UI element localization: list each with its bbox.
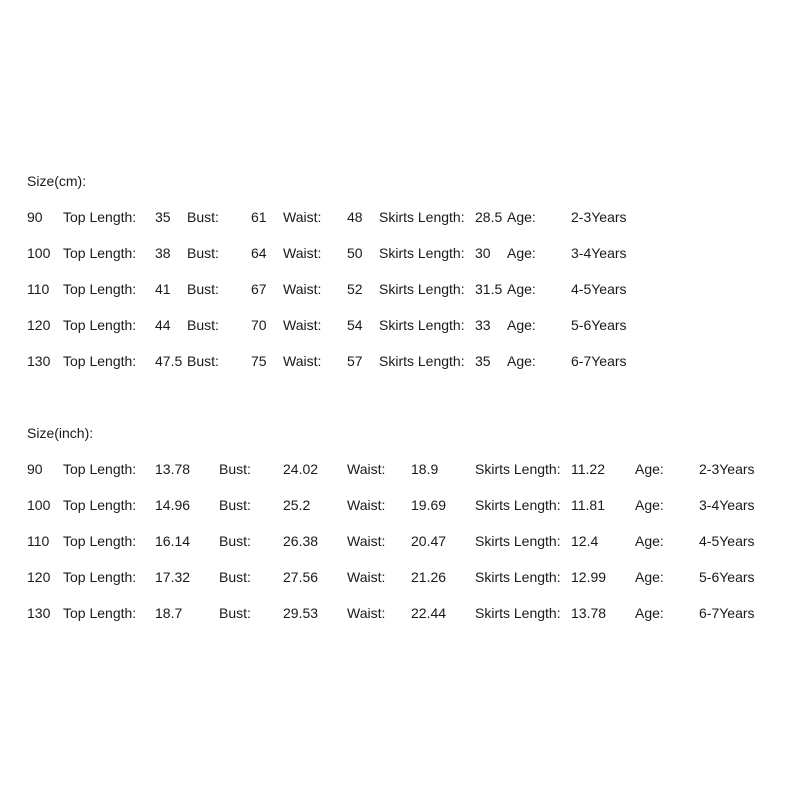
skirts-length-value: 35 (475, 353, 491, 369)
top-length-label: Top Length: (63, 497, 137, 513)
top-length-value: 17.32 (155, 569, 191, 585)
size-value: 130 (27, 353, 51, 369)
age-value: 2-3Years (699, 461, 755, 477)
size-value: 90 (27, 461, 43, 477)
waist-label: Waist: (283, 245, 322, 261)
top-length-label: Top Length: (63, 317, 137, 333)
top-length-label: Top Length: (63, 281, 137, 297)
bust-value: 75 (251, 353, 267, 369)
skirts-length-label: Skirts Length: (379, 245, 465, 261)
skirts-length-label: Skirts Length: (475, 461, 561, 477)
bust-label: Bust: (219, 461, 251, 477)
skirts-length-value: 11.81 (571, 497, 605, 513)
skirts-length-value: 31.5 (475, 281, 503, 297)
waist-label: Waist: (283, 209, 322, 225)
waist-value: 21.26 (411, 569, 447, 585)
top-length-label: Top Length: (63, 569, 137, 585)
age-label: Age: (507, 353, 536, 369)
bust-label: Bust: (187, 245, 219, 261)
bust-value: 67 (251, 281, 267, 297)
skirts-length-label: Skirts Length: (379, 317, 465, 333)
waist-value: 22.44 (411, 605, 447, 621)
size-value: 100 (27, 497, 51, 513)
age-label: Age: (635, 569, 664, 585)
age-value: 5-6Years (699, 569, 755, 585)
waist-label: Waist: (283, 317, 322, 333)
size-value: 90 (27, 209, 43, 225)
size-row (0, 604, 800, 622)
bust-label: Bust: (187, 281, 219, 297)
bust-value: 61 (251, 209, 267, 225)
size-value: 120 (27, 569, 51, 585)
waist-value: 20.47 (411, 533, 447, 549)
size-row (0, 316, 800, 334)
waist-value: 19.69 (411, 497, 447, 513)
size-value: 120 (27, 317, 51, 333)
skirts-length-value: 11.22 (571, 461, 605, 477)
skirts-length-label: Skirts Length: (475, 497, 561, 513)
waist-label: Waist: (347, 533, 386, 549)
size-row (0, 280, 800, 298)
age-value: 2-3Years (571, 209, 627, 225)
top-length-value: 14.96 (155, 497, 191, 513)
waist-label: Waist: (347, 497, 386, 513)
bust-label: Bust: (219, 605, 251, 621)
waist-value: 18.9 (411, 461, 439, 477)
age-label: Age: (507, 209, 536, 225)
age-label: Age: (507, 281, 536, 297)
skirts-length-value: 28.5 (475, 209, 503, 225)
size-row (0, 532, 800, 550)
top-length-label: Top Length: (63, 605, 137, 621)
size-value: 130 (27, 605, 51, 621)
size-row (0, 244, 800, 262)
bust-label: Bust: (187, 317, 219, 333)
waist-label: Waist: (347, 461, 386, 477)
bust-value: 26.38 (283, 533, 319, 549)
skirts-length-label: Skirts Length: (475, 605, 561, 621)
size-value: 100 (27, 245, 51, 261)
size-row (0, 208, 800, 226)
waist-label: Waist: (347, 569, 386, 585)
top-length-value: 44 (155, 317, 171, 333)
top-length-value: 41 (155, 281, 171, 297)
age-label: Age: (507, 245, 536, 261)
bust-value: 29.53 (283, 605, 319, 621)
bust-label: Bust: (187, 353, 219, 369)
size-row (0, 352, 800, 370)
waist-label: Waist: (347, 605, 386, 621)
skirts-length-label: Skirts Length: (379, 281, 465, 297)
top-length-label: Top Length: (63, 245, 137, 261)
age-label: Age: (635, 497, 664, 513)
age-value: 4-5Years (571, 281, 627, 297)
skirts-length-label: Skirts Length: (379, 209, 465, 225)
skirts-length-value: 33 (475, 317, 491, 333)
waist-value: 52 (347, 281, 363, 297)
top-length-value: 13.78 (155, 461, 191, 477)
size-row (0, 568, 800, 586)
bust-value: 27.56 (283, 569, 319, 585)
top-length-label: Top Length: (63, 461, 137, 477)
size-row (0, 496, 800, 514)
age-label: Age: (635, 533, 664, 549)
skirts-length-value: 12.99 (571, 569, 607, 585)
skirts-length-value: 13.78 (571, 605, 607, 621)
bust-value: 25.2 (283, 497, 311, 513)
waist-value: 48 (347, 209, 363, 225)
bust-value: 70 (251, 317, 267, 333)
bust-label: Bust: (219, 569, 251, 585)
bust-value: 64 (251, 245, 267, 261)
bust-value: 24.02 (283, 461, 319, 477)
age-label: Age: (635, 461, 664, 477)
age-value: 4-5Years (699, 533, 755, 549)
bust-label: Bust: (219, 497, 251, 513)
size-value: 110 (27, 281, 50, 297)
age-value: 6-7Years (571, 353, 627, 369)
size-value: 110 (27, 533, 50, 549)
top-length-value: 35 (155, 209, 171, 225)
waist-label: Waist: (283, 353, 322, 369)
waist-value: 54 (347, 317, 363, 333)
size-row (0, 460, 800, 478)
age-value: 3-4Years (571, 245, 627, 261)
waist-value: 57 (347, 353, 363, 369)
top-length-label: Top Length: (63, 353, 137, 369)
skirts-length-label: Skirts Length: (379, 353, 465, 369)
top-length-label: Top Length: (63, 209, 137, 225)
age-value: 3-4Years (699, 497, 755, 513)
skirts-length-label: Skirts Length: (475, 569, 561, 585)
skirts-length-value: 30 (475, 245, 491, 261)
size-inch-title: Size(inch): (27, 425, 94, 441)
age-value: 5-6Years (571, 317, 627, 333)
skirts-length-label: Skirts Length: (475, 533, 561, 549)
age-value: 6-7Years (699, 605, 755, 621)
waist-label: Waist: (283, 281, 322, 297)
top-length-label: Top Length: (63, 533, 137, 549)
age-label: Age: (635, 605, 664, 621)
top-length-value: 16.14 (155, 533, 191, 549)
age-label: Age: (507, 317, 536, 333)
top-length-value: 38 (155, 245, 171, 261)
bust-label: Bust: (187, 209, 219, 225)
waist-value: 50 (347, 245, 363, 261)
bust-label: Bust: (219, 533, 251, 549)
top-length-value: 47.5 (155, 353, 183, 369)
size-cm-title: Size(cm): (27, 173, 87, 189)
skirts-length-value: 12.4 (571, 533, 599, 549)
top-length-value: 18.7 (155, 605, 183, 621)
